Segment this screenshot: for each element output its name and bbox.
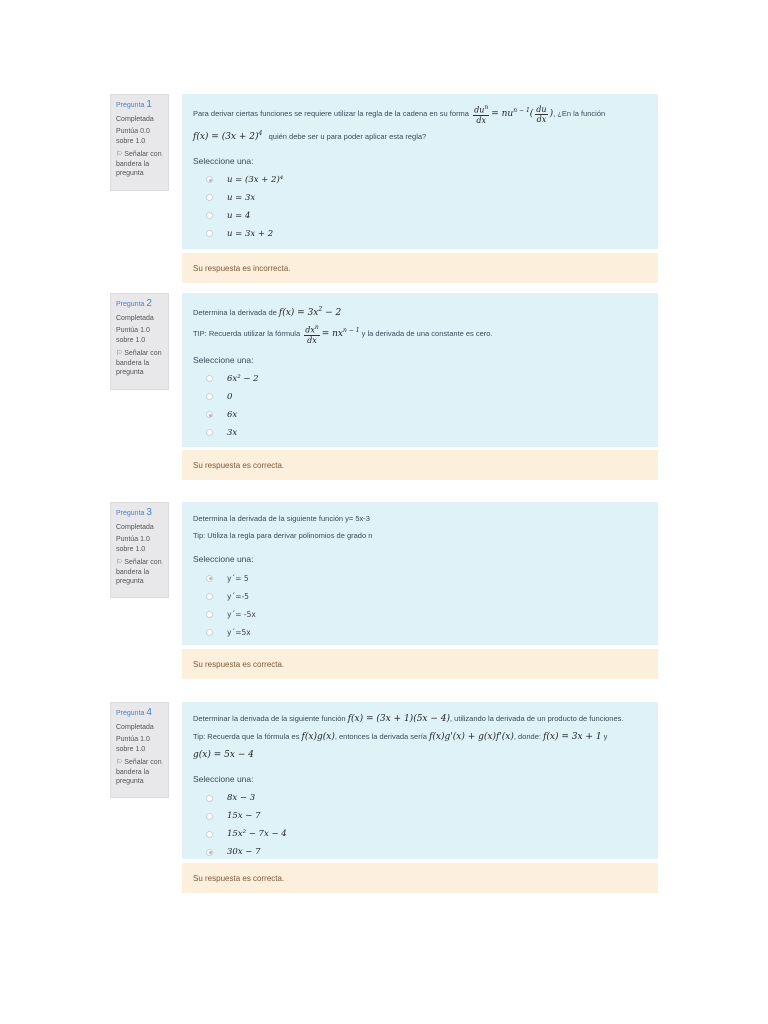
- math-expression: g(x) = 5x − 4: [193, 750, 254, 760]
- answer-option[interactable]: 30x − 7: [193, 843, 648, 861]
- radio-button[interactable]: [206, 813, 213, 820]
- question-grade: Puntúa 1.0 sobre 1.0: [116, 536, 150, 553]
- flag-icon: ⚐: [116, 350, 123, 357]
- answer-option[interactable]: 8x − 3: [193, 789, 648, 807]
- radio-button[interactable]: [206, 375, 213, 382]
- radio-button[interactable]: [206, 831, 213, 838]
- question-info-panel: [110, 502, 169, 598]
- answer-option[interactable]: y´= -5x: [193, 605, 648, 623]
- answer-prompt: Seleccione una:: [193, 155, 254, 166]
- math-expression: $f(x) = 3x^2 - 2$: [278, 306, 342, 318]
- flag-icon: ⚐: [116, 759, 123, 766]
- math-expression: f(x)g'(x) + g(x)f'(x): [429, 732, 514, 742]
- radio-button[interactable]: [206, 611, 213, 618]
- question-text: Determina la derivada de $f(x) = 3x^2 - 2$ TIP: Recuerda utilizar la fórmula $\frac{dx^n}{dx}$ = $nx^{n - 1}$ y la derivada de una constante es cero.: [193, 306, 493, 345]
- feedback-box: Su respuesta es incorrecta.: [182, 253, 658, 283]
- question-info-panel: [110, 702, 169, 798]
- radio-button[interactable]: [206, 849, 213, 856]
- question-info-panel: [110, 94, 169, 191]
- answer-option[interactable]: 6x: [193, 406, 648, 424]
- radio-button[interactable]: [206, 393, 213, 400]
- answer-option[interactable]: 6x² − 2: [193, 370, 648, 388]
- question-number: Pregunta 3: [116, 507, 152, 518]
- math-expression: f(x) = 3x + 1: [543, 732, 602, 742]
- question-state: Completada: [116, 115, 154, 123]
- answer-option[interactable]: u = 3x: [193, 189, 648, 207]
- answer-list: [193, 171, 648, 243]
- answer-option[interactable]: 3x: [193, 424, 648, 442]
- feedback-box: Su respuesta es correcta.: [182, 863, 658, 893]
- answer-option[interactable]: 15x − 7: [193, 807, 648, 825]
- flag-question-link[interactable]: ⚐ Señalar con bandera la pregunta: [116, 350, 162, 376]
- question-text: Determina la derivada de la siguiente función y= 5x-3 Tip: Utiliza la regla para derivar polinomios de grado n: [193, 514, 373, 540]
- question-content: [182, 702, 658, 859]
- flag-icon: ⚐: [116, 559, 123, 566]
- math-fraction: $\frac{dx^n}{dx}$: [305, 324, 319, 345]
- math-expression: = $nx^{n - 1}$: [321, 327, 360, 339]
- answer-option[interactable]: 0: [193, 388, 648, 406]
- question-state: Completada: [116, 314, 154, 322]
- question-number: Pregunta 2: [116, 298, 152, 309]
- radio-button[interactable]: [206, 176, 213, 183]
- feedback-box: Su respuesta es correcta.: [182, 450, 658, 480]
- question-grade: Puntúa 1.0 sobre 1.0: [116, 736, 150, 753]
- answer-option[interactable]: u = 4: [193, 207, 648, 225]
- math-expression: f(x)g(x): [301, 732, 335, 742]
- question-content: [182, 502, 658, 645]
- radio-button[interactable]: [206, 629, 213, 636]
- math-fraction: $\frac{du}{dx}$: [536, 104, 547, 124]
- question-grade: Puntúa 0.0 sobre 1.0: [116, 128, 150, 145]
- answer-prompt: Seleccione una:: [193, 774, 254, 784]
- math-expression: = $nu^{n - 1}$(: [491, 107, 534, 119]
- answer-option[interactable]: 15x² − 7x − 4: [193, 825, 648, 843]
- answer-prompt: Seleccione una:: [193, 554, 254, 564]
- radio-button[interactable]: [206, 429, 213, 436]
- question-info-panel: [110, 293, 169, 390]
- answer-list: [193, 569, 648, 641]
- math-expression: $f(x) = (3x + 2)^4$: [193, 129, 263, 142]
- answer-option[interactable]: y´=-5: [193, 587, 648, 605]
- flag-question-link[interactable]: ⚐ Señalar con bandera la pregunta: [116, 559, 162, 585]
- radio-button[interactable]: [206, 230, 213, 237]
- radio-button[interactable]: [206, 795, 213, 802]
- math-fraction: $\frac{du^n}{dx}$: [474, 104, 489, 125]
- question-content: [182, 94, 658, 249]
- question-grade: Puntúa 1.0 sobre 1.0: [116, 327, 150, 344]
- radio-button[interactable]: [206, 593, 213, 600]
- answer-option[interactable]: u = 3x + 2: [193, 225, 648, 243]
- flag-question-link[interactable]: ⚐ Señalar con bandera la pregunta: [116, 759, 162, 785]
- flag-question-link[interactable]: ⚐ Señalar con bandera la pregunta: [116, 151, 162, 177]
- flag-icon: ⚐: [116, 151, 123, 158]
- question-number: Pregunta 4: [116, 707, 152, 718]
- radio-button[interactable]: [206, 575, 213, 582]
- answer-prompt: Seleccione una:: [193, 354, 254, 365]
- question-number: Pregunta 1: [116, 99, 152, 110]
- answer-list: [193, 370, 648, 442]
- radio-button[interactable]: [206, 411, 213, 418]
- feedback-box: Su respuesta es correcta.: [182, 649, 658, 679]
- answer-option[interactable]: y´=5x: [193, 623, 648, 641]
- question-state: Completada: [116, 723, 154, 731]
- question-state: Completada: [116, 523, 154, 531]
- answer-list: [193, 789, 648, 861]
- answer-option[interactable]: y´= 5: [193, 569, 648, 587]
- math-expression: f(x) = (3x + 1)(5x − 4): [347, 714, 451, 724]
- radio-button[interactable]: [206, 212, 213, 219]
- answer-option[interactable]: u = (3x + 2)⁴: [193, 171, 648, 189]
- question-content: [182, 293, 658, 447]
- question-text: Determinar la derivada de la siguiente función f(x) = (3x + 1)(5x − 4), utilizando la derivada de un producto de funciones. Tip: Recuerda que la fórmula es f(x)g(x), entonces la derivada sería f(x)g'(x) + g(x)f'(x), donde: f(x) = 3x + 1 y g(x) = 5x − 4: [193, 714, 624, 760]
- radio-button[interactable]: [206, 194, 213, 201]
- question-text: Para derivar ciertas funciones se requiere utilizar la regla de la cadena en su forma $\frac{du^n}{dx}$ = $nu^{n - 1}$( $\frac{du}{dx}$ ), ¿En la función $f(x) = (3x + 2)^4$ quién debe ser u para poder aplicar esta regla?: [193, 104, 606, 142]
